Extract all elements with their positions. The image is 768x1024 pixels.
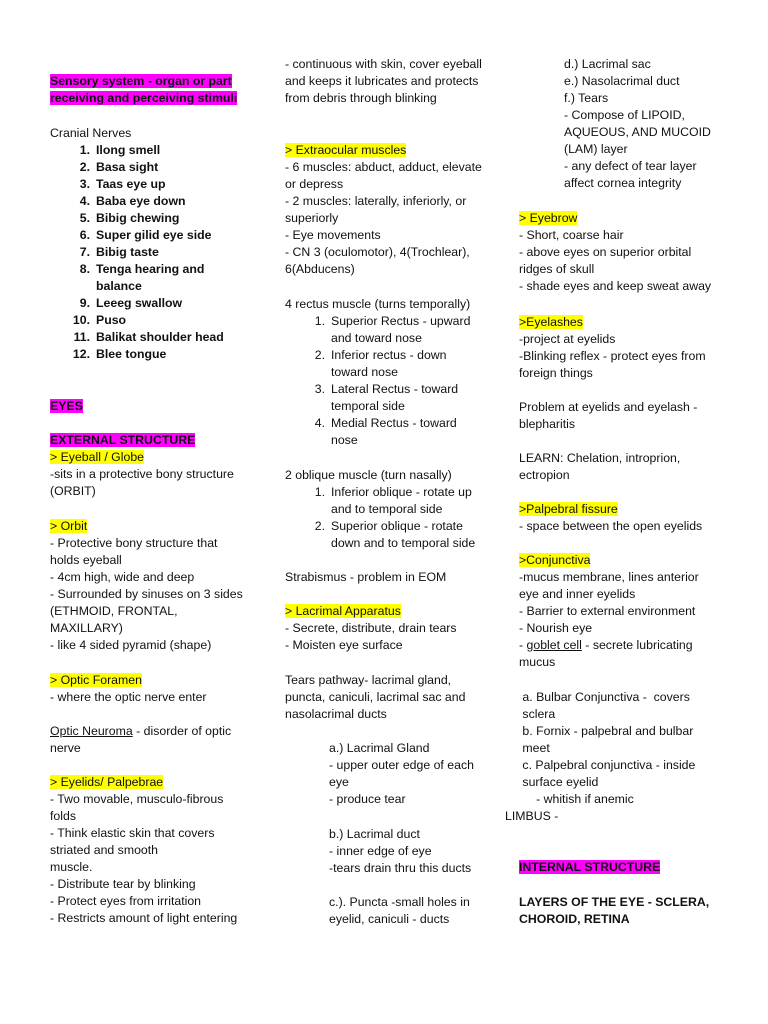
list-item: Inferior oblique - rotate up xyxy=(331,485,472,499)
goblet-cell-note xyxy=(519,637,693,654)
eyelids-note: - Protect eyes from irritation xyxy=(50,894,202,908)
optic-foramen-note: - where the optic nerve enter xyxy=(50,690,207,704)
list-item-number: 1. xyxy=(79,143,90,157)
list-item: and to temporal side xyxy=(331,502,443,516)
extraocular-note: - Eye movements xyxy=(285,228,381,242)
list-item-number: 12. xyxy=(72,347,90,361)
tears-note: - any defect of tear layer xyxy=(564,159,697,173)
list-item-number: 4. xyxy=(314,416,325,430)
list-item: Lateral Rectus - toward xyxy=(331,382,459,396)
eyelashes-note: foreign things xyxy=(519,366,593,380)
conjunctiva-type-note: - whitish if anemic xyxy=(519,792,634,806)
goblet-text: - secrete lubricating xyxy=(581,638,693,652)
optic-neuroma-note-2: nerve xyxy=(50,741,81,755)
learn-note: LEARN: Chelation, introprion, xyxy=(519,451,681,465)
list-item-number: 9. xyxy=(79,296,90,310)
rectus-heading: 4 rectus muscle (turns temporally) xyxy=(285,297,471,311)
list-item: Inferior rectus - down xyxy=(331,348,447,362)
optic-foramen-heading: > Optic Foramen xyxy=(50,673,142,687)
list-item-number: 7. xyxy=(79,245,90,259)
list-item-number: 11. xyxy=(73,330,90,344)
orbit-note: - like 4 sided pyramid (shape) xyxy=(50,638,212,652)
tears-note: (LAM) layer xyxy=(564,142,628,156)
problem-note: blepharitis xyxy=(519,417,576,431)
eyebrow-heading: > Eyebrow xyxy=(519,211,578,225)
learn-note: ectropion xyxy=(519,468,570,482)
puncta-note: eyelid, caniculi - ducts xyxy=(329,912,450,926)
conjunctiva-type-note: b. Fornix - palpebral and bulbar xyxy=(519,724,694,738)
lacrimal-gland-note: - produce tear xyxy=(329,792,406,806)
lacrimal-sac-note: d.) Lacrimal sac xyxy=(564,57,651,71)
tears-pathway-note: Tears pathway- lacrimal gland, xyxy=(285,673,452,687)
conjunctiva-heading: >Conjunctiva xyxy=(519,553,591,567)
eyelids-note: - Think elastic skin that covers xyxy=(50,826,215,840)
list-item: Baba eye down xyxy=(96,194,186,208)
oblique-heading: 2 oblique muscle (turn nasally) xyxy=(285,468,452,482)
lacrimal-note: - Secrete, distribute, drain tears xyxy=(285,621,457,635)
eyeball-note: -sits in a protective bony structure xyxy=(50,467,234,481)
conjunctiva-note: - Barrier to external environment xyxy=(519,604,696,618)
strabismus-note: Strabismus - problem in EOM xyxy=(285,570,447,584)
lacrimal-sac-note: e.) Nasolacrimal duct xyxy=(564,74,680,88)
eyelids-note: striated and smooth xyxy=(50,843,159,857)
list-item-number: 3. xyxy=(314,382,325,396)
list-item: Basa sight xyxy=(96,160,159,174)
optic-neuroma-note xyxy=(50,723,231,740)
orbit-note: MAXILLARY) xyxy=(50,621,123,635)
list-item: Ilong smell xyxy=(96,143,161,157)
list-item-number: 1. xyxy=(314,485,325,499)
eyelashes-heading: >Eyelashes xyxy=(519,315,583,329)
eyeball-note: (ORBIT) xyxy=(50,484,96,498)
eyeball-heading: > Eyeball / Globe xyxy=(50,450,144,464)
list-item: Leeeg swallow xyxy=(96,296,183,310)
list-item-number: 2. xyxy=(314,348,325,362)
eyebrow-note: ridges of skull xyxy=(519,262,595,276)
list-item-number: 8. xyxy=(79,262,90,276)
conjunctiva-type-note: a. Bulbar Conjunctiva - covers xyxy=(519,690,690,704)
layers-note: LAYERS OF THE EYE - SCLERA, xyxy=(519,895,710,909)
conjunctiva-type-note: meet xyxy=(519,741,550,755)
list-item: down and to temporal side xyxy=(331,536,476,550)
goblet-cell-note-2: mucus xyxy=(519,655,556,669)
conjunctiva-note: - Nourish eye xyxy=(519,621,593,635)
extraocular-note: 6(Abducens) xyxy=(285,262,355,276)
eyelids-continued-note: from debris through blinking xyxy=(285,91,437,105)
eyebrow-note: - shade eyes and keep sweat away xyxy=(519,279,712,293)
list-item: Puso xyxy=(96,313,127,327)
orbit-note: (ETHMOID, FRONTAL, xyxy=(50,604,178,618)
list-item: Tenga hearing and xyxy=(96,262,205,276)
extraocular-note: or depress xyxy=(285,177,344,191)
list-item: Superior Rectus - upward xyxy=(331,314,471,328)
list-item-number: 5. xyxy=(79,211,90,225)
list-item-number: 6. xyxy=(79,228,90,242)
list-item-number: 2. xyxy=(79,160,90,174)
lacrimal-duct-note: - inner edge of eye xyxy=(329,844,432,858)
lacrimal-duct-note: -tears drain thru this ducts xyxy=(329,861,472,875)
eyelashes-note: -project at eyelids xyxy=(519,332,616,346)
lacrimal-duct-note: b.) Lacrimal duct xyxy=(329,827,420,841)
list-item: Bibig taste xyxy=(96,245,159,259)
conjunctiva-type-note: c. Palpebral conjunctiva - inside xyxy=(519,758,696,772)
sensory-system-title: Sensory system - organ or part xyxy=(50,74,232,88)
orbit-note: - Protective bony structure that xyxy=(50,536,218,550)
eyelids-continued-note: - continuous with skin, cover eyeball xyxy=(285,57,482,71)
eyelids-note: muscle. xyxy=(50,860,93,874)
list-item: Superior oblique - rotate xyxy=(331,519,463,533)
layers-note: CHOROID, RETINA xyxy=(519,912,630,926)
eyes-heading: EYES xyxy=(50,399,83,413)
optic-neuroma-term: Optic Neuroma xyxy=(50,724,133,738)
conjunctiva-note: -mucus membrane, lines anterior xyxy=(519,570,699,584)
puncta-note: c.). Puncta -small holes in xyxy=(329,895,470,909)
internal-structure-heading: INTERNAL STRUCTURE xyxy=(519,860,661,874)
extraocular-note: superiorly xyxy=(285,211,339,225)
conjunctiva-type-note: sclera xyxy=(519,707,556,721)
sensory-system-title-2: receiving and perceiving stimuli xyxy=(50,91,238,105)
eyelashes-note: -Blinking reflex - protect eyes from xyxy=(519,349,706,363)
lacrimal-heading: > Lacrimal Apparatus xyxy=(285,604,401,618)
list-item-number: 1. xyxy=(314,314,325,328)
eyelids-note: - Two movable, musculo-fibrous xyxy=(50,792,224,806)
tears-note: affect cornea integrity xyxy=(564,176,682,190)
conjunctiva-type-note: surface eyelid xyxy=(519,775,599,789)
tears-pathway-note: puncta, caniculi, lacrimal sac and xyxy=(285,690,466,704)
list-item: Medial Rectus - toward xyxy=(331,416,457,430)
palpebral-fissure-note: - space between the open eyelids xyxy=(519,519,703,533)
lacrimal-sac-note: f.) Tears xyxy=(564,91,609,105)
list-item: Super gilid eye side xyxy=(96,228,212,242)
lacrimal-gland-note: eye xyxy=(329,775,349,789)
list-item: and toward nose xyxy=(331,331,422,345)
list-item: Blee tongue xyxy=(96,347,167,361)
extraocular-note: - 6 muscles: abduct, adduct, elevate xyxy=(285,160,482,174)
tears-note: - Compose of LIPOID, xyxy=(564,108,685,122)
extraocular-note: - 2 muscles: laterally, inferiorly, or xyxy=(285,194,467,208)
orbit-note: - 4cm high, wide and deep xyxy=(50,570,195,584)
eyelids-continued-note: and keeps it lubricates and protects xyxy=(285,74,479,88)
goblet-cell-term: goblet cell xyxy=(526,638,582,652)
list-item: temporal side xyxy=(331,399,405,413)
extraocular-note: - CN 3 (oculomotor), 4(Trochlear), xyxy=(285,245,470,259)
eyelids-note: - Restricts amount of light entering xyxy=(50,911,238,925)
list-item: Bibig chewing xyxy=(96,211,180,225)
list-item: nose xyxy=(331,433,358,447)
orbit-note: - Surrounded by sinuses on 3 sides xyxy=(50,587,243,601)
lacrimal-note: - Moisten eye surface xyxy=(285,638,403,652)
tears-note: AQUEOUS, AND MUCOID xyxy=(564,125,711,139)
list-item: Taas eye up xyxy=(96,177,166,191)
conjunctiva-note: eye and inner eyelids xyxy=(519,587,636,601)
list-item: Balikat shoulder head xyxy=(96,330,224,344)
limbus-note: LIMBUS - xyxy=(505,809,559,823)
eyebrow-note: - Short, coarse hair xyxy=(519,228,624,242)
list-item-number: 3. xyxy=(79,177,90,191)
list-item: toward nose xyxy=(331,365,398,379)
list-item-number: 4. xyxy=(79,194,90,208)
goblet-prefix: - xyxy=(519,638,527,652)
lacrimal-gland-note: - upper outer edge of each xyxy=(329,758,474,772)
optic-neuroma-text: - disorder of optic xyxy=(132,724,232,738)
problem-note: Problem at eyelids and eyelash - xyxy=(519,400,698,414)
eyelids-note: - Distribute tear by blinking xyxy=(50,877,196,891)
tears-pathway-note: nasolacrimal ducts xyxy=(285,707,387,721)
extraocular-heading: > Extraocular muscles xyxy=(285,143,407,157)
orbit-note: holds eyeball xyxy=(50,553,122,567)
eyelids-heading: > Eyelids/ Palpebrae xyxy=(50,775,164,789)
orbit-heading: > Orbit xyxy=(50,519,88,533)
eyelids-note: folds xyxy=(50,809,76,823)
list-item-number: 2. xyxy=(314,519,325,533)
external-structure-heading: EXTERNAL STRUCTURE xyxy=(50,433,196,447)
eyebrow-note: - above eyes on superior orbital xyxy=(519,245,692,259)
list-item-number: 10. xyxy=(72,313,90,327)
cranial-nerves-heading: Cranial Nerves xyxy=(50,126,132,140)
palpebral-fissure-heading: >Palpebral fissure xyxy=(519,502,618,516)
list-item: balance xyxy=(96,279,142,293)
lacrimal-gland-note: a.) Lacrimal Gland xyxy=(329,741,430,755)
